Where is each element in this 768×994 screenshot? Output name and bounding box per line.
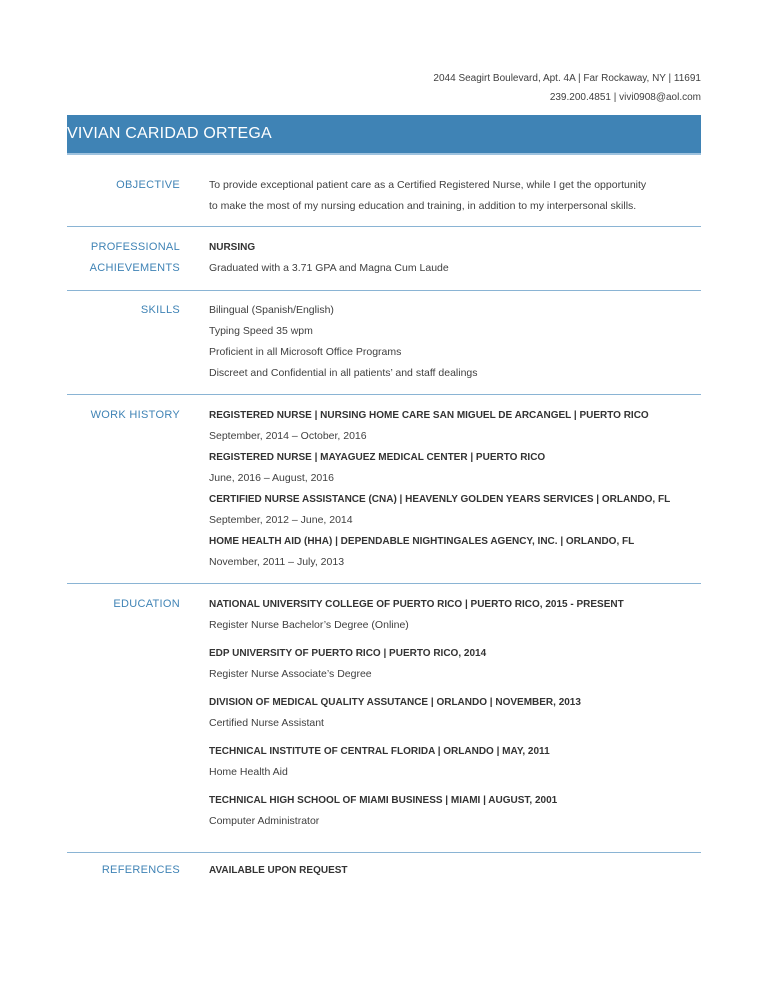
school-degree: Certified Nurse Assistant: [209, 717, 324, 729]
objective-line: to make the most of my nursing education and training, in addition to my interpersonal skills.: [209, 200, 637, 212]
job-dates: June, 2016 – August, 2016: [209, 472, 334, 484]
objective-content: [209, 175, 701, 217]
contact-address: 2044 Seagirt Boulevard, Apt. 4A | Far Rockaway, NY | 11691: [433, 73, 701, 84]
achievements-label-line1: PROFESSIONAL: [90, 241, 180, 253]
skills-list: [209, 300, 701, 384]
references-content: [209, 860, 701, 881]
achievement-detail: Graduated with a 3.71 GPA and Magna Cum Laude: [209, 262, 449, 274]
skill-item: Proficient in all Microsoft Office Programs: [209, 346, 402, 358]
school-degree: Register Nurse Associate’s Degree: [209, 668, 372, 680]
contact-info: [433, 69, 701, 107]
job-title: HOME HEALTH AID (HHA) | DEPENDABLE NIGHTINGALES AGENCY, INC. | ORLANDO, FL: [209, 536, 635, 547]
achievements-label-line2: ACHIEVEMENTS: [89, 262, 180, 274]
work-history-label: WORK HISTORY: [90, 409, 180, 421]
references-text: AVAILABLE UPON REQUEST: [209, 865, 348, 876]
education-entry: [209, 741, 701, 783]
contact-phone-email: 239.200.4851 | vivi0908@aol.com: [549, 92, 701, 103]
education-list: [209, 594, 701, 839]
objective-label: OBJECTIVE: [116, 179, 180, 191]
section-divider: [67, 852, 701, 853]
section-divider: [67, 226, 701, 227]
school-degree: Home Health Aid: [209, 766, 288, 778]
achievements-content: [209, 237, 701, 279]
school-title: EDP UNIVERSITY OF PUERTO RICO | PUERTO RICO, 2014: [209, 648, 487, 659]
education-entry: [209, 594, 701, 636]
school-title: TECHNICAL INSTITUTE OF CENTRAL FLORIDA | ORLANDO | MAY, 2011: [209, 746, 550, 757]
achievement-title: NURSING: [209, 242, 256, 253]
job-dates: September, 2012 – June, 2014: [209, 514, 353, 526]
candidate-name: VIVIAN CARIDAD ORTEGA: [67, 125, 272, 142]
education-entry: [209, 692, 701, 734]
job-title: CERTIFIED NURSE ASSISTANCE (CNA) | HEAVENLY GOLDEN YEARS SERVICES | ORLANDO, FL: [209, 494, 671, 505]
achievements-label: [67, 237, 180, 279]
skill-item: Bilingual (Spanish/English): [209, 304, 334, 316]
section-divider: [67, 290, 701, 291]
skills-label: SKILLS: [140, 304, 180, 316]
education-entry: [209, 790, 701, 832]
job-dates: November, 2011 – July, 2013: [209, 556, 345, 568]
school-title: TECHNICAL HIGH SCHOOL OF MIAMI BUSINESS | MIAMI | AUGUST, 2001: [209, 795, 558, 806]
job-title: REGISTERED NURSE | MAYAGUEZ MEDICAL CENTER | PUERTO RICO: [209, 452, 546, 463]
education-label: EDUCATION: [113, 598, 180, 610]
school-title: NATIONAL UNIVERSITY COLLEGE OF PUERTO RICO | PUERTO RICO, 2015 - PRESENT: [209, 599, 624, 610]
section-divider: [67, 583, 701, 584]
job-title: REGISTERED NURSE | NURSING HOME CARE SAN MIGUEL DE ARCANGEL | PUERTO RICO: [209, 410, 649, 421]
name-banner: [67, 115, 701, 155]
references-label: REFERENCES: [101, 864, 180, 876]
skill-item: Discreet and Confidential in all patients’ and staff dealings: [209, 367, 478, 379]
skill-item: Typing Speed 35 wpm: [209, 325, 313, 337]
school-degree: Register Nurse Bachelor’s Degree (Online): [209, 619, 409, 631]
work-history-list: [209, 405, 701, 573]
education-entry: [209, 643, 701, 685]
section-divider: [67, 394, 701, 395]
school-degree: Computer Administrator: [209, 815, 320, 827]
job-dates: September, 2014 – October, 2016: [209, 430, 367, 442]
school-title: DIVISION OF MEDICAL QUALITY ASSUTANCE | ORLANDO | NOVEMBER, 2013: [209, 697, 581, 708]
objective-line: To provide exceptional patient care as a Certified Registered Nurse, while I get the opportunity: [209, 179, 647, 191]
